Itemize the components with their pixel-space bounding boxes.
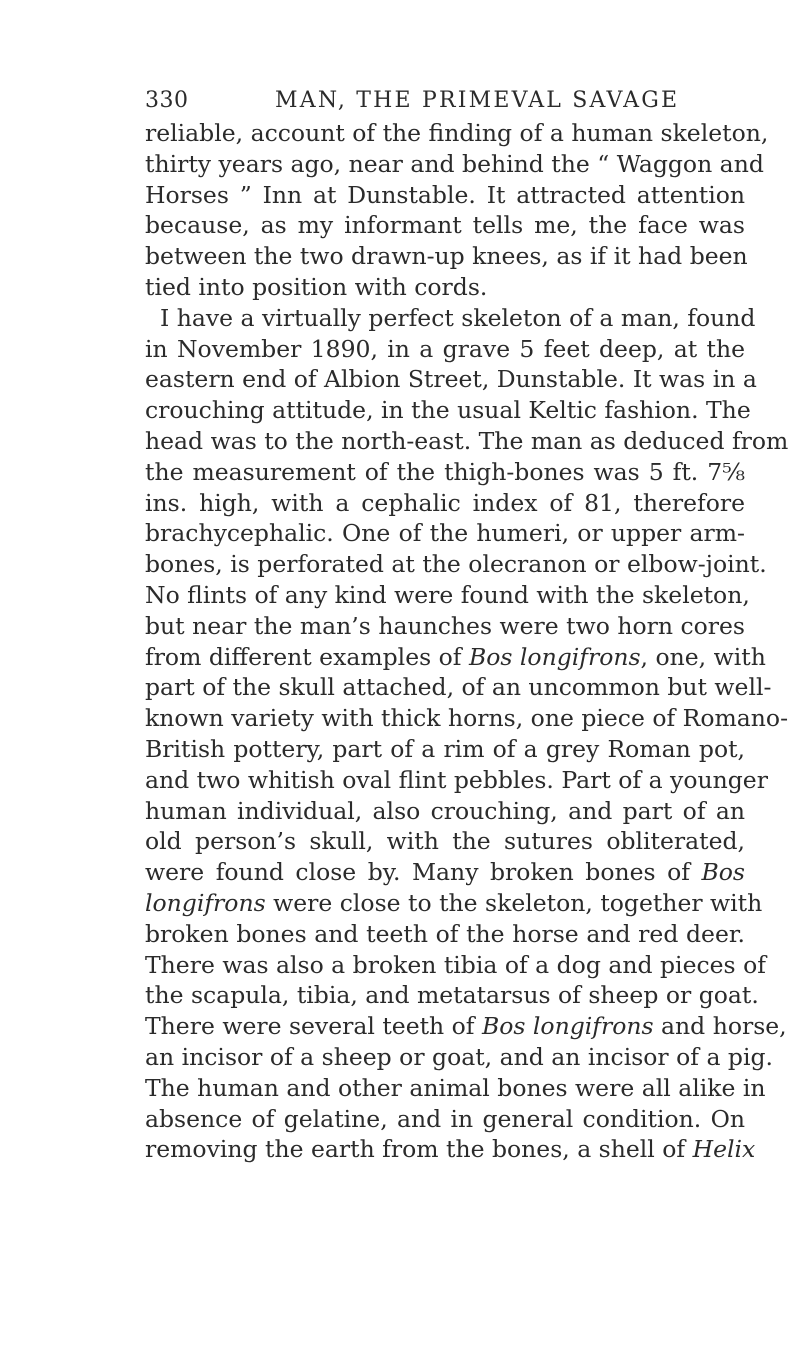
text-segment: in November 1890, in a grave 5 feet deep, at the — [145, 334, 745, 363]
text-line — [145, 611, 745, 642]
text-segment: British pottery, part of a rim of a grey Roman pot, — [145, 734, 745, 763]
text-segment: between the two drawn-up knees, as if it had been — [145, 242, 748, 271]
text-line — [145, 1073, 766, 1104]
text-line — [145, 241, 748, 272]
text-segment: the scapula, tibia, and metatarsus of sheep or goat. — [145, 981, 759, 1010]
text-segment: because, as my informant tells me, the face was — [145, 211, 745, 240]
body-text — [145, 118, 789, 1165]
text-line — [145, 334, 745, 365]
text-segment: There was also a broken tibia of a dog and pieces of — [145, 950, 766, 979]
text-line — [145, 549, 767, 580]
text-segment: known variety with thick horns, one piece of Romano- — [145, 704, 789, 733]
text-line — [145, 457, 745, 488]
text-line — [145, 1042, 773, 1073]
page-number: 330 — [145, 88, 189, 113]
text-segment: bones, is perforated at the olecranon or elbow-joint. — [145, 550, 767, 579]
text-line — [145, 395, 751, 426]
italic-text-segment: Bos longifrons — [468, 642, 641, 671]
text-segment: the measurement of the thigh-bones was 5 ft. 7⅝ — [145, 457, 745, 486]
text-line — [145, 1011, 787, 1042]
text-line — [145, 1104, 745, 1135]
text-line — [145, 796, 745, 827]
text-segment: reliable, account of the finding of a human skeleton, — [145, 119, 769, 147]
text-segment: thirty years ago, near and behind the “ Waggon and — [145, 149, 764, 178]
text-segment: removing the earth from the bones, a shell of — [145, 1135, 693, 1164]
text-segment: and two whitish oval flint pebbles. Part of a younger — [145, 765, 768, 794]
text-line — [145, 642, 766, 673]
text-line — [145, 180, 745, 211]
text-line — [145, 364, 757, 395]
text-segment: I have a virtually perfect skeleton of a man, found — [160, 303, 756, 332]
text-line — [145, 303, 756, 334]
text-segment: There were several teeth of — [145, 1012, 482, 1041]
text-line — [145, 488, 745, 519]
text-line — [145, 950, 766, 981]
italic-text-segment: Bos longifrons — [481, 1012, 654, 1041]
text-segment: but near the man’s haunches were two horn cores — [145, 611, 745, 640]
text-segment: old person’s skull, with the sutures obliterated, — [145, 827, 745, 856]
text-segment: from different examples of — [145, 642, 469, 671]
italic-text-segment: Bos — [701, 858, 745, 887]
text-segment: an incisor of a sheep or goat, and an incisor of a pig. — [145, 1042, 773, 1071]
text-segment: and horse, — [653, 1012, 787, 1041]
text-segment: human individual, also crouching, and part of an — [145, 796, 745, 825]
text-line — [145, 118, 769, 149]
text-segment: brachycephalic. One of the humeri, or upper arm- — [145, 519, 745, 548]
italic-text-segment: longifrons — [145, 888, 266, 917]
text-segment: ins. high, with a cephalic index of 81, therefore — [145, 488, 745, 517]
text-segment: , one, with — [640, 642, 766, 671]
text-line — [145, 857, 745, 888]
italic-text-segment: Helix — [692, 1135, 756, 1164]
text-line — [145, 888, 763, 919]
text-segment: eastern end of Albion Street, Dunstable. It was in a — [145, 365, 757, 394]
running-head-title: MAN, THE PRIMEVAL SAVAGE — [275, 88, 680, 113]
text-line — [145, 919, 745, 950]
text-segment: crouching attitude, in the usual Keltic fashion. The — [145, 396, 751, 425]
text-line — [145, 518, 745, 549]
text-segment: No flints of any kind were found with the skeleton, — [145, 580, 750, 609]
text-line — [145, 734, 745, 765]
text-line — [145, 980, 759, 1011]
running-head — [145, 88, 735, 118]
text-segment: were close to the skeleton, together with — [265, 888, 763, 917]
text-segment: The human and other animal bones were all alike in — [145, 1073, 766, 1102]
text-line — [145, 703, 789, 734]
text-segment: part of the skull attached, of an uncommon but well- — [145, 673, 772, 702]
text-line — [145, 672, 772, 703]
text-segment: tied into position with cords. — [145, 272, 488, 301]
text-line — [145, 149, 764, 180]
text-segment: were found close by. Many broken bones of — [145, 858, 702, 887]
text-segment: absence of gelatine, and in general condition. On — [145, 1104, 745, 1133]
text-segment: head was to the north-east. The man as deduced from — [145, 426, 789, 455]
text-line — [145, 765, 768, 796]
text-line — [145, 272, 745, 303]
text-segment: broken bones and teeth of the horse and red deer. — [145, 919, 745, 948]
text-line — [145, 826, 745, 857]
text-segment: Horses ” Inn at Dunstable. It attracted attention — [145, 180, 745, 209]
text-line — [145, 1134, 756, 1165]
text-line — [145, 426, 789, 457]
text-line — [145, 210, 745, 241]
text-line — [145, 580, 750, 611]
